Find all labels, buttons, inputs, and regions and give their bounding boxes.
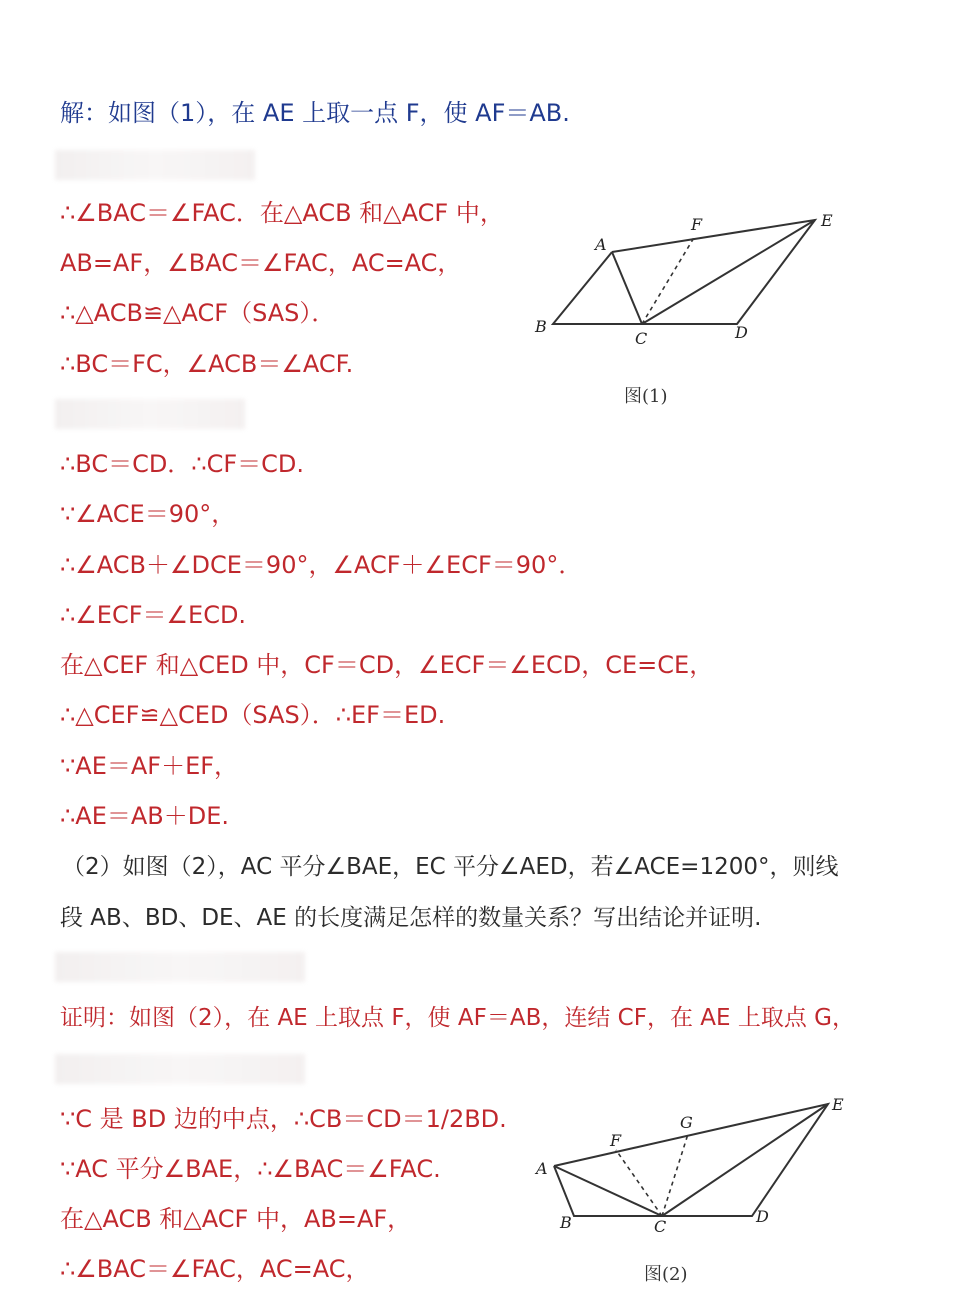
proof-line-11: ∵AE＝AF＋EF，: [60, 752, 239, 780]
fig2-label-d: D: [756, 1207, 769, 1226]
fig2-label-g: G: [680, 1113, 693, 1132]
figure-1-caption: 图(1): [624, 386, 668, 407]
fig1-segment-cf: [642, 236, 695, 324]
proof-line-6: ∵∠ACE＝90°，: [60, 500, 236, 528]
fig2-label-b: B: [560, 1213, 572, 1232]
proof-line-9: 在△CEF 和△CED 中，CF＝CD，∠ECF＝∠ECD，CE=CE，: [60, 651, 714, 679]
fig1-label-a: A: [595, 235, 607, 254]
fig2-label-c: C: [654, 1217, 667, 1236]
fig2-label-f: F: [610, 1131, 622, 1150]
proof2-line-3: 在△ACB 和△ACF 中，AB=AF，: [60, 1205, 412, 1233]
question-2-line-1: （2）如图（2），AC 平分∠BAE，EC 平分∠AED，若∠ACE=1200°，则线: [62, 854, 839, 880]
blurred-text-3: [55, 952, 305, 982]
fig1-label-f: F: [691, 215, 703, 234]
fig1-label-e: E: [821, 211, 833, 230]
figure-2-diagram: [530, 1090, 850, 1240]
proof-line-3: ∴△ACB≌△ACF（SAS）．: [60, 299, 336, 327]
fig1-label-c: C: [635, 329, 648, 348]
solution-intro-line: [60, 98, 570, 128]
solution-label: 解: [60, 99, 84, 127]
proof-line-10: ∴△CEF≌△CED（SAS）．∴EF＝ED.: [60, 701, 446, 729]
proof-line-4: ∴BC＝FC，∠ACB＝∠ACF.: [60, 350, 354, 378]
solution-intro-text: ：如图（1），在 AE 上取一点 F，使 AF＝AB.: [84, 99, 570, 127]
fig2-label-e: E: [832, 1095, 844, 1114]
proof-line-2: AB=AF，∠BAC＝∠FAC，AC=AC，: [60, 249, 462, 277]
blurred-text-2: [55, 399, 245, 429]
figure-1-diagram: [525, 200, 845, 350]
blurred-text-4: [55, 1054, 305, 1084]
proof-line-8: ∴∠ECF＝∠ECD.: [60, 601, 247, 629]
blurred-text-1: [55, 150, 255, 180]
proof2-line-4: ∴∠BAC＝∠FAC，AC=AC，: [60, 1255, 370, 1283]
fig1-segment-ac: [612, 252, 642, 324]
proof-line-5: ∴BC＝CD．∴CF＝CD.: [60, 450, 305, 478]
proof-line-12: ∴AE＝AB＋DE.: [60, 802, 230, 830]
question-2-line-2: 段 AB、BD、DE、AE 的长度满足怎样的数量关系？写出结论并证明.: [60, 905, 762, 931]
fig2-label-a: A: [536, 1159, 548, 1178]
figure-2-caption: 图(2): [644, 1264, 688, 1285]
fig1-segment-ce: [642, 220, 815, 324]
fig1-label-b: B: [535, 317, 547, 336]
proof2-line-2: ∵AC 平分∠BAE，∴∠BAC＝∠FAC.: [60, 1155, 441, 1183]
fig1-quad-outline: [553, 220, 815, 324]
fig2-segment-cg: [662, 1134, 688, 1216]
proof-line-1: ∴∠BAC＝∠FAC．在△ACB 和△ACF 中，: [60, 199, 504, 227]
proof2-line-1: ∵C 是 BD 边的中点，∴CB＝CD＝1/2BD.: [60, 1105, 507, 1133]
fig1-label-d: D: [735, 323, 748, 342]
proof2-intro-line: 证明：如图（2），在 AE 上取点 F，使 AF＝AB，连结 CF，在 AE 上取点 G，: [60, 1005, 855, 1031]
proof-line-7: ∴∠ACB＋∠DCE＝90°，∠ACF＋∠ECF＝90°．: [60, 551, 583, 579]
